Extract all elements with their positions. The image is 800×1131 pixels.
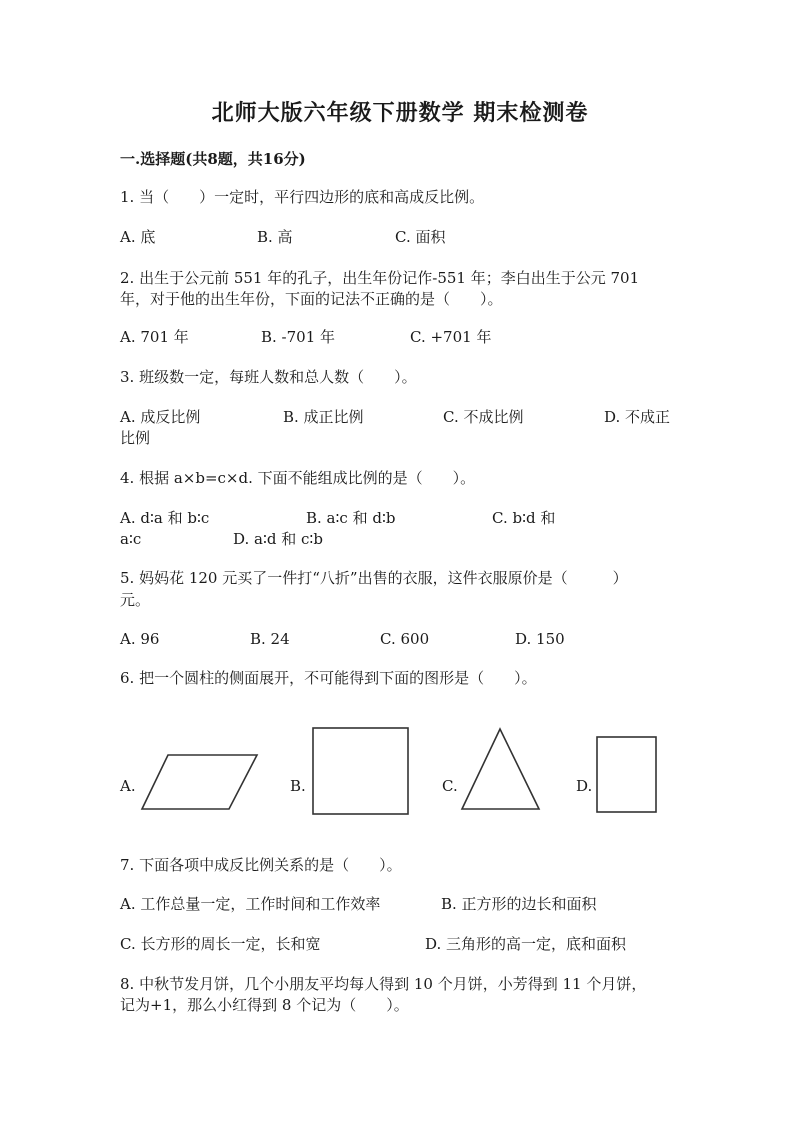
question-6-text: 6. 把一个圆柱的侧面展开，不可能得到下面的图形是（ ）。	[120, 669, 537, 687]
q4-option-a: A. d∶a 和 b∶c	[120, 509, 210, 527]
q4-option-d: D. a∶d 和 c∶b	[233, 530, 323, 548]
section-heading: 一.选择题(共8题，共16分)	[120, 150, 306, 168]
q3-option-b: B. 成正比例	[283, 408, 364, 426]
q2-option-b: B. -701 年	[261, 328, 336, 346]
q5-option-a: A. 96	[120, 630, 160, 648]
question-2-text-line1: 2. 出生于公元前 551 年的孔子，出生年份记作-551 年；李白出生于公元 701	[120, 269, 640, 287]
question-5-text-line2: 元。	[120, 591, 151, 609]
q5-option-d: D. 150	[515, 630, 565, 648]
q3-option-c: C. 不成比例	[443, 408, 524, 426]
rectangle-wide-shape	[312, 727, 410, 817]
q7-option-d: D. 三角形的高一定，底和面积	[425, 935, 627, 953]
question-2-text-line2: 年，对于他的出生年份，下面的记法不正确的是（ ）。	[120, 290, 503, 308]
q1-option-b: B. 高	[257, 228, 293, 246]
q1-option-c: C. 面积	[395, 228, 446, 246]
q7-option-c: C. 长方形的周长一定，长和宽	[120, 935, 321, 953]
q5-option-c: C. 600	[380, 630, 430, 648]
q3-option-d-wrap: 比例	[120, 429, 151, 447]
question-7-text: 7. 下面各项中成反比例关系的是（ ）。	[120, 856, 402, 874]
q1-option-a: A. 底	[120, 228, 156, 246]
q4-option-c: C. b∶d 和	[492, 509, 556, 527]
question-1-text: 1. 当（ ）一定时，平行四边形的底和高成反比例。	[120, 188, 485, 206]
q3-option-a: A. 成反比例	[120, 408, 201, 426]
question-5-text-line1: 5. 妈妈花 120 元买了一件打“八折”出售的衣服，这件衣服原价是（ ）	[120, 569, 628, 587]
question-8-text-line1: 8. 中秋节发月饼，几个小朋友平均每人得到 10 个月饼，小芳得到 11 个月饼，	[120, 975, 647, 993]
q2-option-c: C. +701 年	[410, 328, 492, 346]
page-title: 北师大版六年级下册数学 期末检测卷	[211, 100, 589, 126]
q6-label-a: A.	[120, 777, 136, 795]
q6-label-b: B.	[290, 777, 306, 795]
question-4-text: 4. 根据 a×b=c×d. 下面不能组成比例的是（ ）。	[120, 469, 476, 487]
q2-option-a: A. 701 年	[120, 328, 189, 346]
triangle-shape	[460, 727, 542, 811]
question-3-text: 3. 班级数一定，每班人数和总人数（ ）。	[120, 368, 417, 386]
q6-label-d: D.	[576, 777, 593, 795]
q4-option-b: B. a∶c 和 d∶b	[306, 509, 396, 527]
q6-label-c: C.	[442, 777, 458, 795]
rectangle-tall-shape	[596, 736, 658, 814]
parallelogram-shape	[140, 753, 260, 811]
q3-option-d: D. 不成正	[604, 408, 671, 426]
q7-option-a: A. 工作总量一定，工作时间和工作效率	[120, 895, 381, 913]
question-8-text-line2: 记为+1，那么小红得到 8 个记为（ ）。	[120, 996, 409, 1014]
q4-option-c-wrap: a∶c	[120, 530, 142, 548]
q7-option-b: B. 正方形的边长和面积	[441, 895, 597, 913]
q5-option-b: B. 24	[250, 630, 290, 648]
